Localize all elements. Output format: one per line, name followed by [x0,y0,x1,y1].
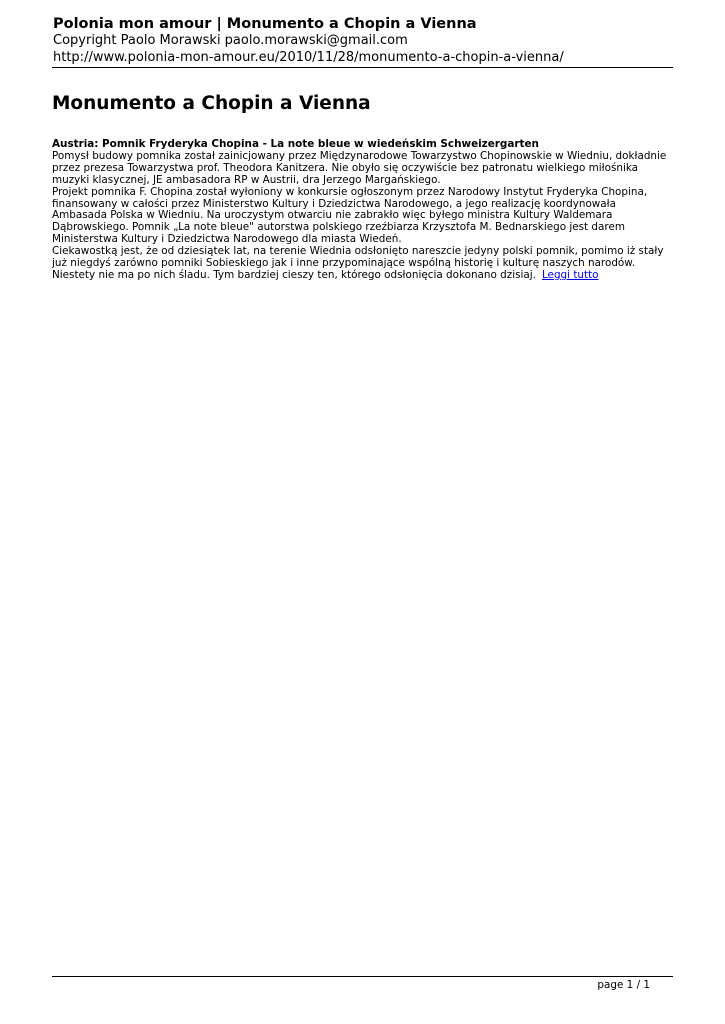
read-more-link[interactable]: Leggi tutto [541,268,599,281]
header-copyright: Copyright Paolo Morawski paolo.morawski@gmail.com [53,33,408,48]
article-paragraph: Pomysł budowy pomnika został zainicjowany przez Międzynarodowe Towarzystwo Chopinowskie w Wiedniu, dokładnie przez prezesa Towarzystwa prof. Theodora Kanitzera. Nie obyło się oczywiście bez patronatu wielkiego miłośnika muzyki klasycznej, JE ambasadora RP w Austrii, dra Jerzego Margańskiego. [52,149,667,186]
footer-divider [52,976,673,977]
article-paragraph-text: Ciekawostką jest, że od dziesiątek lat, na terenie Wiednia odsłonięto nareszcie jedyny polski pomnik, pomimo iż stały już niegdyś zarówno pomniki Sobieskiego jak i inne przypominające wspólną historię i kulturę naszych narodów. Niestety nie ma po nich śladu. Tym bardziej cieszy ten, którego odsłonięcia dokonano dzisiaj. [52,245,664,281]
article-paragraph: Projekt pomnika F. Chopina został wyłoniony w konkursie ogłoszonym przez Narodowy Instytut Fryderyka Chopina, finansowany w całości przez Ministerstwo Kultury i Dziedzictwa Narodowego, a jego realizację koordynowała Ambasada Polska w Wiedniu. Na uroczystym otwarciu nie zabrakło więc byłego ministra Kultury Waldemara Dąbrowskiego. Pomnik „La note bleue" autorstwa polskiego rzeźbiarza Krzysztofa M. Bednarskiego jest darem Ministerstwa Kultury i Dziedzictwa Narodowego dla miasta Wiedeń. [52,185,648,246]
page-number: page 1 / 1 [597,979,650,991]
article-title: Monumento a Chopin a Vienna [52,93,371,114]
page-header [53,15,673,66]
header-title: Polonia mon amour | Monumento a Chopin a Vienna [53,16,477,32]
article-subtitle: Austria: Pomnik Fryderyka Chopina - La note bleue w wiedeńskim Schweizergarten [52,138,539,150]
header-url: http://www.polonia-mon-amour.eu/2010/11/28/monumento-a-chopin-a-vienna/ [53,49,564,65]
header-divider [52,67,673,68]
article-body [52,139,674,282]
article-paragraph-last [52,246,674,282]
